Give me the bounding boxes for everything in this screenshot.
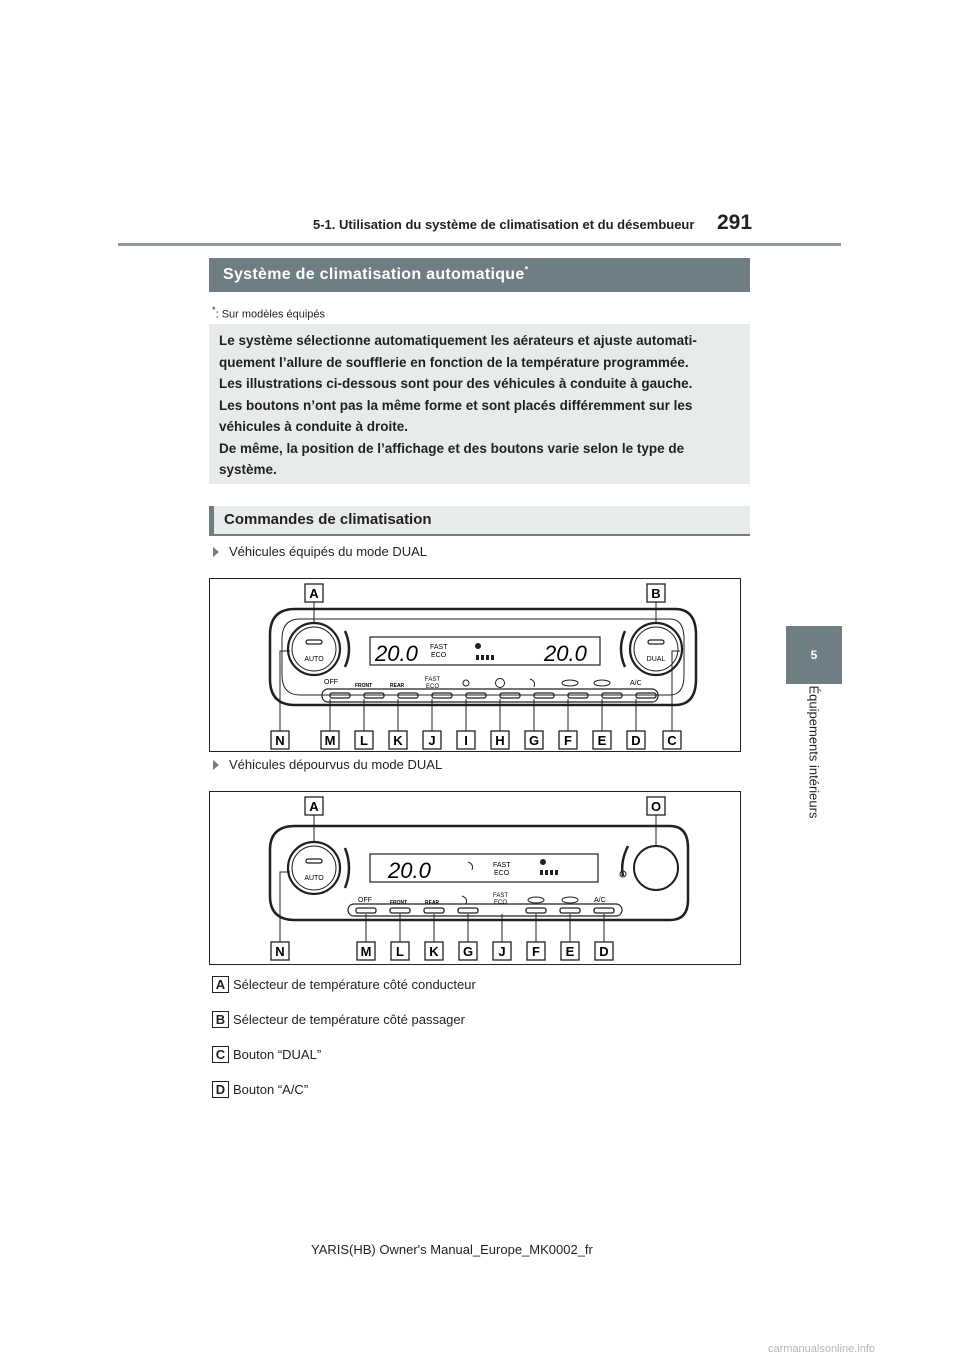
callout-f: F xyxy=(564,733,572,748)
callout-a: A xyxy=(309,799,319,814)
fan-level-icon xyxy=(540,859,558,875)
intro-line: véhicules à conduite à droite. xyxy=(219,419,409,434)
caption-single xyxy=(212,757,442,772)
knob-label-auto: AUTO xyxy=(304,875,324,882)
callout-k: K xyxy=(393,733,403,748)
legend-letter: C xyxy=(212,1046,229,1063)
callout-k: K xyxy=(429,944,439,959)
temp-display: 20.0 xyxy=(388,858,431,883)
caption-dual xyxy=(212,544,427,559)
footnote-text: : Sur modèles équipés xyxy=(215,308,326,321)
btn-label-front: FRONT xyxy=(390,900,408,906)
callout-o: O xyxy=(650,799,662,814)
callout-d: D xyxy=(599,944,609,959)
knob-label-auto: AUTO xyxy=(304,656,324,663)
legend-letter: D xyxy=(212,1081,229,1098)
recirc-icon xyxy=(562,680,578,686)
section-title-text: Système de climatisation automatique xyxy=(223,266,525,283)
footer-manual-id: YARIS(HB) Owner's Manual_Europe_MK0002_fr xyxy=(311,1242,593,1257)
fresh-air-icon xyxy=(562,897,578,903)
btn-label-ac: A/C xyxy=(630,680,642,687)
chapter-side-label: Équipements intérieurs xyxy=(806,685,822,819)
figure-dual-panel xyxy=(209,578,741,752)
section-title-mark: * xyxy=(524,264,529,275)
btn-label-front: FRONT xyxy=(355,683,373,689)
airflow-face-icon xyxy=(462,896,467,904)
display-eco-label: ECO xyxy=(431,652,447,659)
airflow-display-icon xyxy=(468,862,473,870)
subsection-title: Commandes de climatisation xyxy=(209,506,750,536)
header-divider xyxy=(118,243,841,246)
section-title xyxy=(209,258,750,292)
display-fast-label: FAST xyxy=(430,644,448,651)
fan-low-icon xyxy=(463,680,469,686)
intro-line: quement l’allure de soufflerie en fonction de la température programmée. xyxy=(219,354,689,370)
callout-i: I xyxy=(464,733,468,748)
callout-a: A xyxy=(309,586,319,601)
intro-box xyxy=(209,324,750,484)
dual-panel-illustration xyxy=(210,579,742,753)
legend-item xyxy=(212,1081,308,1098)
callout-m: M xyxy=(360,944,372,959)
page-number: 291 xyxy=(717,211,753,234)
btn-label-ac: A/C xyxy=(594,897,606,904)
section-header: 5-1. Utilisation du système de climatisation et du désembueur xyxy=(313,217,695,232)
legend-letter: A xyxy=(212,976,229,993)
single-panel-illustration xyxy=(210,792,742,966)
figure-single-panel xyxy=(209,791,741,965)
callout-c: C xyxy=(667,733,677,748)
intro-line: Les boutons n’ont pas la même forme et sont placés différemment sur les xyxy=(219,397,693,413)
legend-item xyxy=(212,1011,465,1028)
callout-l: L xyxy=(360,733,368,748)
btn-label-fast: FAST xyxy=(425,677,441,683)
callout-f: F xyxy=(532,944,540,959)
knob-label-dual: DUAL xyxy=(646,656,666,663)
temp-right: 20.0 xyxy=(544,641,587,666)
legend-text: Bouton “A/C” xyxy=(233,1082,309,1097)
airflow-face-icon xyxy=(530,679,535,687)
intro-line: Le système sélectionne automatiquement les aérateurs et ajuste automati- xyxy=(219,333,697,348)
triangle-bullet-icon xyxy=(213,760,219,770)
legend-text: Bouton “DUAL” xyxy=(233,1047,322,1062)
legend-item xyxy=(212,976,476,993)
callout-n: N xyxy=(275,944,285,959)
btn-label-rear: REAR xyxy=(425,900,440,906)
caption-dual-text: Véhicules équipés du mode DUAL xyxy=(229,544,428,559)
legend-text: Sélecteur de température côté conducteur xyxy=(233,977,476,992)
btn-label-off: OFF xyxy=(324,679,338,686)
temp-left: 20.0 xyxy=(375,641,418,666)
intro-line: De même, la position de l’affichage et des boutons varie selon le type de xyxy=(219,440,685,456)
callout-j: J xyxy=(498,944,506,959)
callout-e: E xyxy=(565,944,575,959)
callout-m: M xyxy=(324,733,336,748)
btn-label-fast: FAST xyxy=(493,893,509,899)
callout-b: B xyxy=(651,586,661,601)
fan-high-icon xyxy=(496,679,505,688)
legend-letter: B xyxy=(212,1011,229,1028)
legend-text: Sélecteur de température côté passager xyxy=(233,1012,465,1027)
display-fast-label: FAST xyxy=(493,862,511,869)
footnote xyxy=(212,305,325,321)
legend-item xyxy=(212,1046,321,1063)
btn-label-rear: REAR xyxy=(390,683,405,689)
caption-single-text: Véhicules dépourvus du mode DUAL xyxy=(229,757,443,772)
chapter-tab[interactable]: 5 xyxy=(786,626,842,684)
fresh-air-icon xyxy=(594,680,610,686)
fan-level-icon xyxy=(475,643,494,660)
display-eco-label: ECO xyxy=(494,870,510,877)
triangle-bullet-icon xyxy=(213,547,219,557)
callout-n: N xyxy=(275,733,285,748)
callout-g: G xyxy=(528,733,540,748)
callout-l: L xyxy=(396,944,404,959)
watermark: carmanualsonline.info xyxy=(768,1343,876,1355)
intro-line: Les illustrations ci-dessous sont pour des véhicules à conduite à gauche. xyxy=(219,376,693,391)
callout-d: D xyxy=(631,733,641,748)
callout-h: H xyxy=(495,733,505,748)
btn-label-eco: ECO xyxy=(494,900,508,906)
callout-e: E xyxy=(597,733,607,748)
btn-label-eco: ECO xyxy=(426,684,440,690)
footnote-mark: * xyxy=(212,305,216,315)
btn-label-off: OFF xyxy=(358,897,372,904)
callout-j: J xyxy=(428,733,436,748)
intro-line: système. xyxy=(219,462,277,477)
recirc-icon xyxy=(528,897,544,903)
callout-g: G xyxy=(462,944,474,959)
